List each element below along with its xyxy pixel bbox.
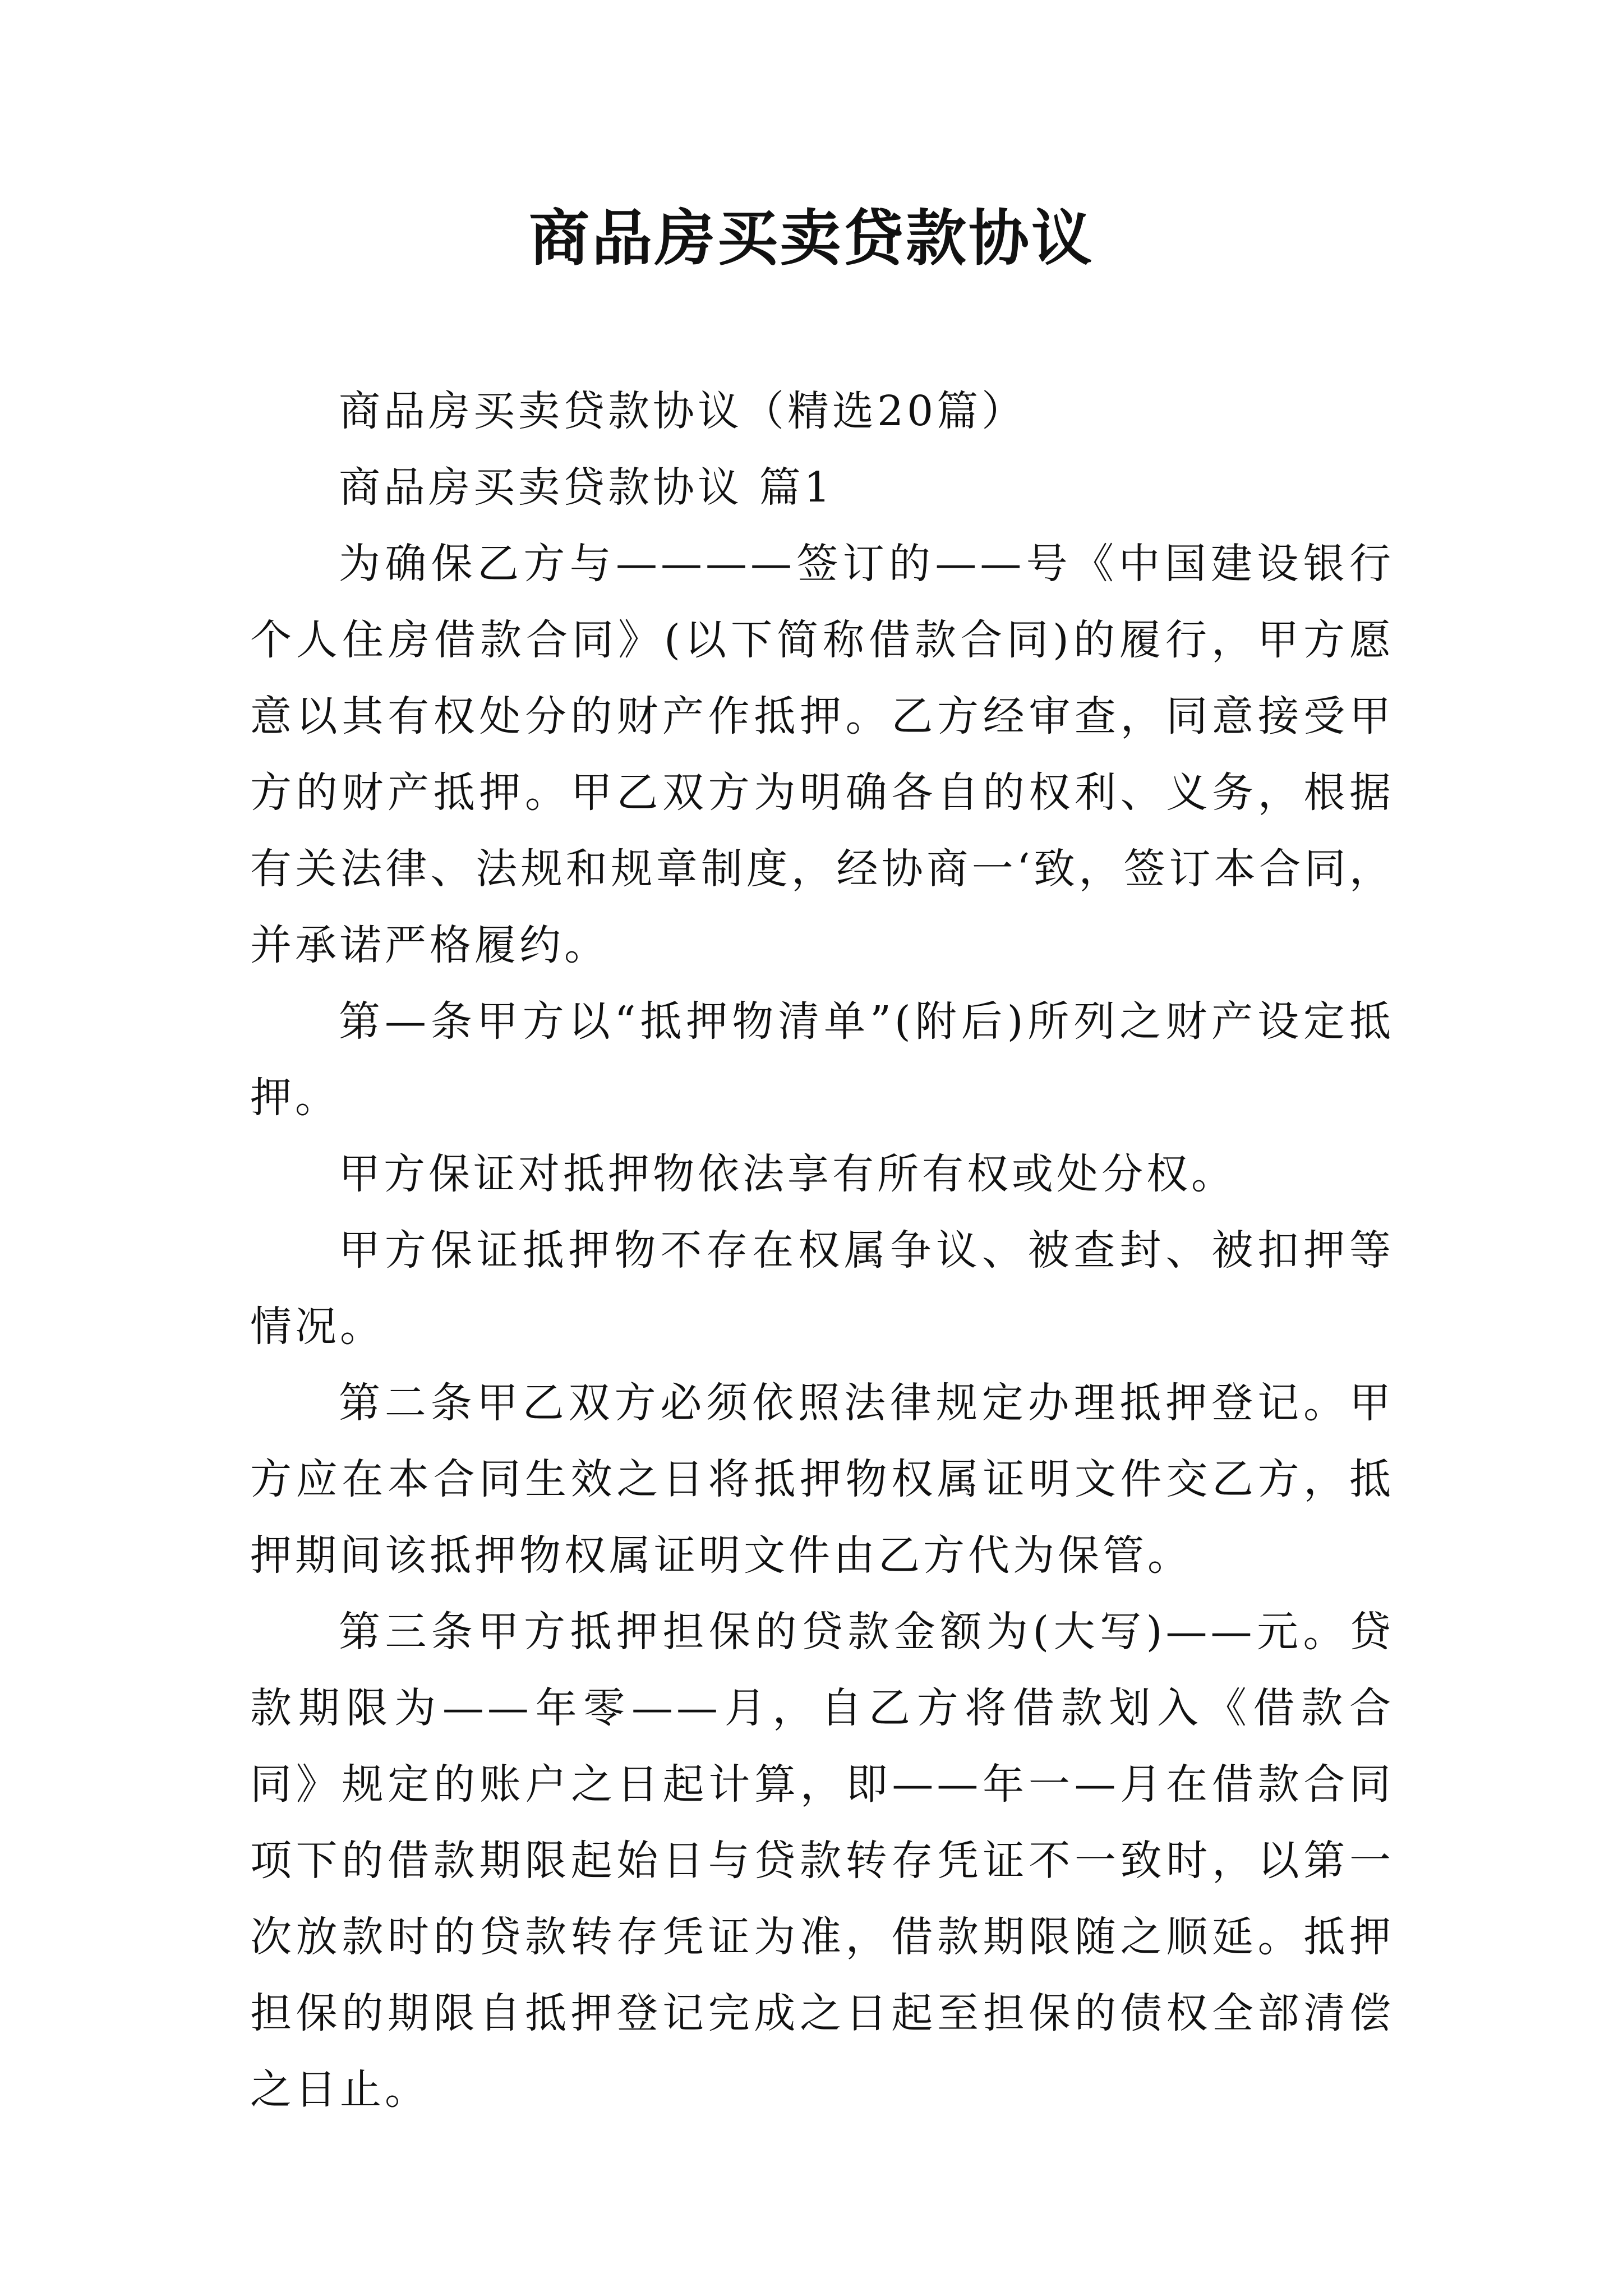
document-body — [250, 373, 1394, 2128]
body-paragraph: 甲方保证抵押物不存在权属争议、被查封、被扣押等情况。 — [250, 1226, 1394, 1351]
body-paragraph: 甲方保证对抵押物依法享有所有权或处分权。 — [339, 1150, 1236, 1198]
body-paragraph: 第—条甲方以“抵押物清单”(附后)所列之财产设定抵押。 — [250, 997, 1394, 1122]
body-paragraph: 第二条甲乙双方必须依照法律规定办理抵押登记。甲方应在本合同生效之日将抵押物权属证明文件交乙方，抵押期间该抵押物权属证明文件由乙方代为保管。 — [250, 1379, 1394, 1580]
document-title: 商品房买卖贷款协议 — [528, 203, 1094, 274]
body-paragraph: 第三条甲方抵押担保的贷款金额为(大写)——元。贷款期限为——年零——月，自乙方将借款划入《借款合同》规定的账户之日起计算，即——年一—月在借款合同项下的借款期限起始日与贷款转存凭证不一致时，以第一次放款时的贷款转存凭证为准，借款期限随之顺延。抵押担保的期限自抵押登记完成之日起至担保的债权全部清偿之日止。 — [250, 1608, 1394, 2114]
body-paragraph: 为确保乙方与————签订的——号《中国建设银行个人住房借款合同》(以下简称借款合同)的履行，甲方愿意以其有权处分的财产作抵押。乙方经审查，同意接受甲方的财产抵押。甲乙双方为明确各自的权利、义务，根据有关法律、法规和规章制度，经协商一‘致，签订本合同，并承诺严格履约。 — [250, 540, 1394, 969]
subtitle-paragraph: 商品房买卖贷款协议（精选20篇） — [339, 387, 1027, 435]
section-heading-paragraph: 商品房买卖贷款协议 篇1 — [339, 463, 834, 512]
